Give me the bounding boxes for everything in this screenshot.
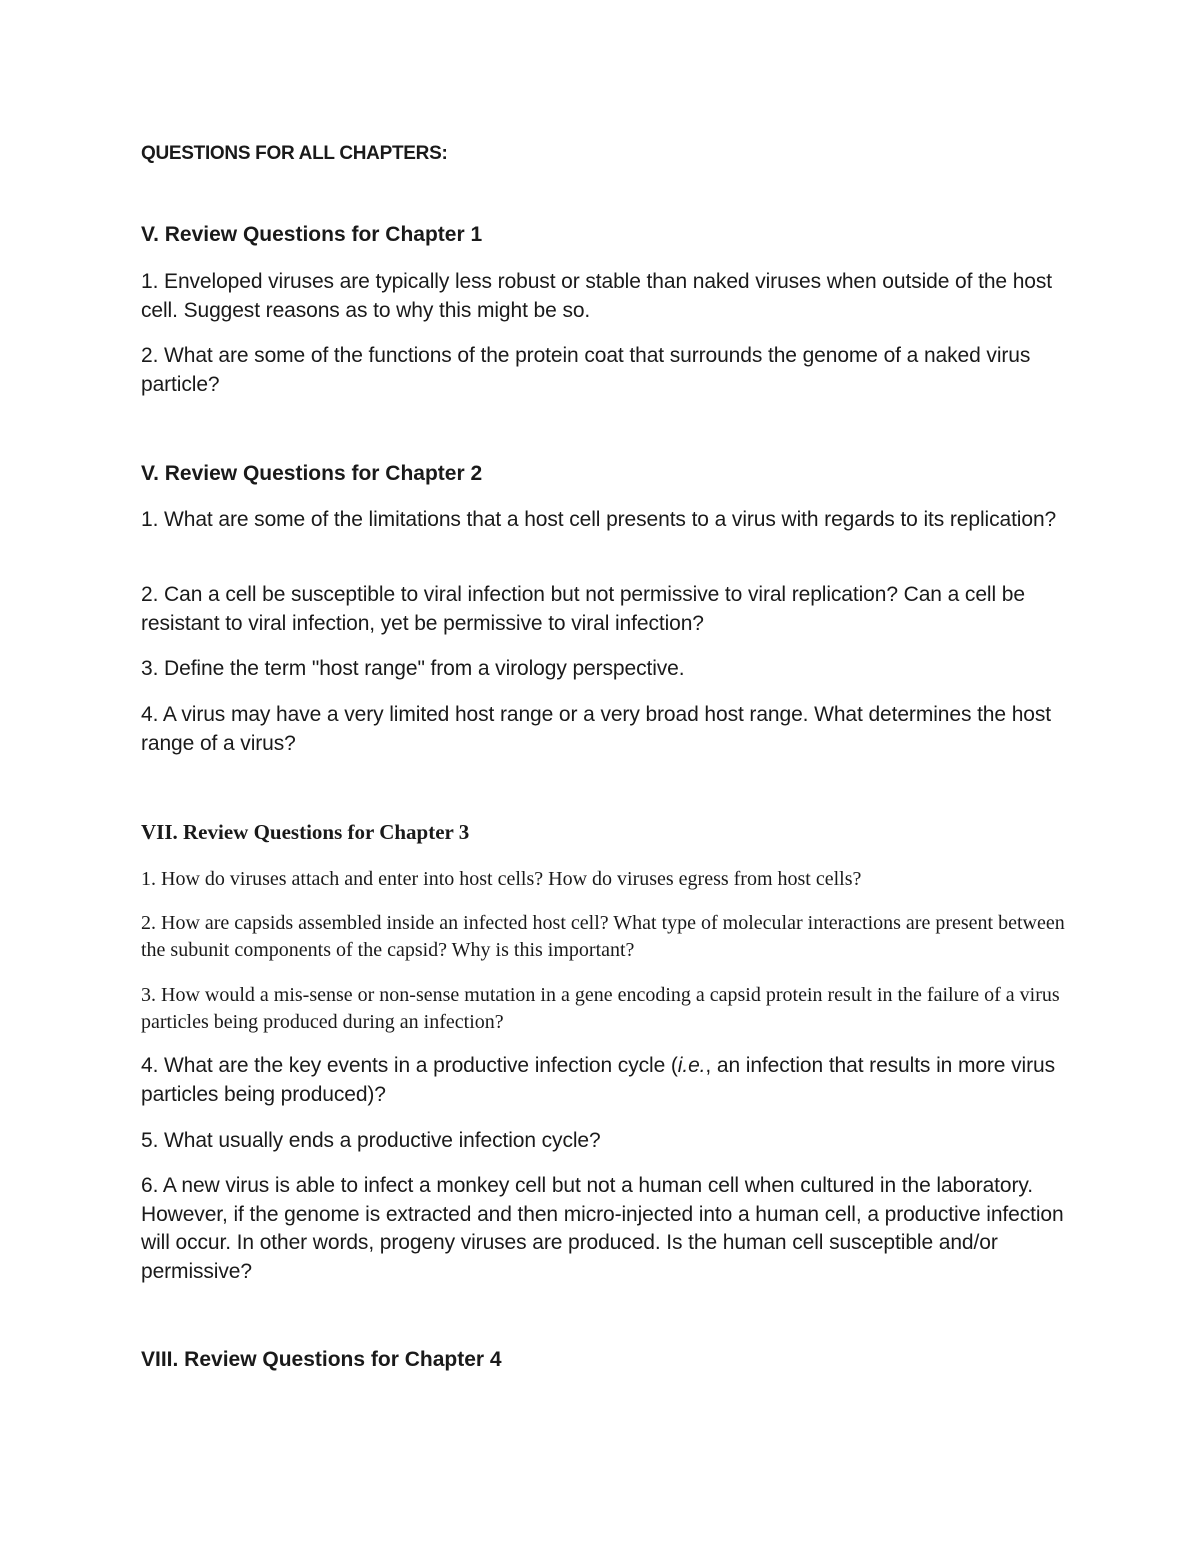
- section-heading-chapter-1: V. Review Questions for Chapter 1: [141, 223, 483, 246]
- question-ch2-2: 2. Can a cell be susceptible to viral infection but not permissive to viral replication? Can a cell be resistant to viral infection, yet be permissive to viral infection?: [141, 583, 1025, 635]
- section-heading-chapter-3: VII. Review Questions for Chapter 3: [141, 820, 470, 844]
- section-heading-chapter-2: V. Review Questions for Chapter 2: [141, 462, 483, 485]
- question-ch3-5: 5. What usually ends a productive infection cycle?: [141, 1129, 601, 1152]
- question-ch3-4: [141, 1052, 1071, 1109]
- document-title: QUESTIONS FOR ALL CHAPTERS:: [141, 143, 448, 164]
- question-ch3-4-italic-text: i.e.: [677, 1054, 706, 1077]
- section-heading-chapter-4: VIII. Review Questions for Chapter 4: [141, 1348, 502, 1371]
- question-ch2-1: 1. What are some of the limitations that a host cell presents to a virus with regards to its replication?: [141, 508, 1057, 531]
- question-ch3-4-text-before: 4. What are the key events in a productive infection cycle (: [141, 1054, 678, 1077]
- question-ch1-2: 2. What are some of the functions of the protein coat that surrounds the genome of a naked virus particle?: [141, 344, 1031, 396]
- question-ch3-6: 6. A new virus is able to infect a monkey cell but not a human cell when cultured in the laboratory. However, if the genome is extracted and then micro-injected into a human cell, a productive infection will occur. In other words, progeny viruses are produced. Is the human cell susceptible and/or permissive?: [141, 1174, 1064, 1283]
- question-ch2-4: 4. A virus may have a very limited host range or a very broad host range. What determines the host range of a virus?: [141, 703, 1051, 755]
- question-ch3-4-text-after: , an infection that results in more virus particles being produced)?: [141, 1054, 1055, 1106]
- question-ch1-1: 1. Enveloped viruses are typically less robust or stable than naked viruses when outside of the host cell. Suggest reasons as to why this might be so.: [141, 270, 1053, 322]
- question-ch3-3: 3. How would a mis-sense or non-sense mutation in a gene encoding a capsid protein result in the failure of a virus particles being produced during an infection?: [141, 984, 1060, 1033]
- question-ch2-3: 3. Define the term "host range" from a virology perspective.: [141, 657, 685, 680]
- question-ch3-1: 1. How do viruses attach and enter into host cells? How do viruses egress from host cells?: [141, 868, 862, 890]
- question-ch3-2: 2. How are capsids assembled inside an infected host cell? What type of molecular interactions are present between the subunit components of the capsid? Why is this important?: [141, 912, 1065, 961]
